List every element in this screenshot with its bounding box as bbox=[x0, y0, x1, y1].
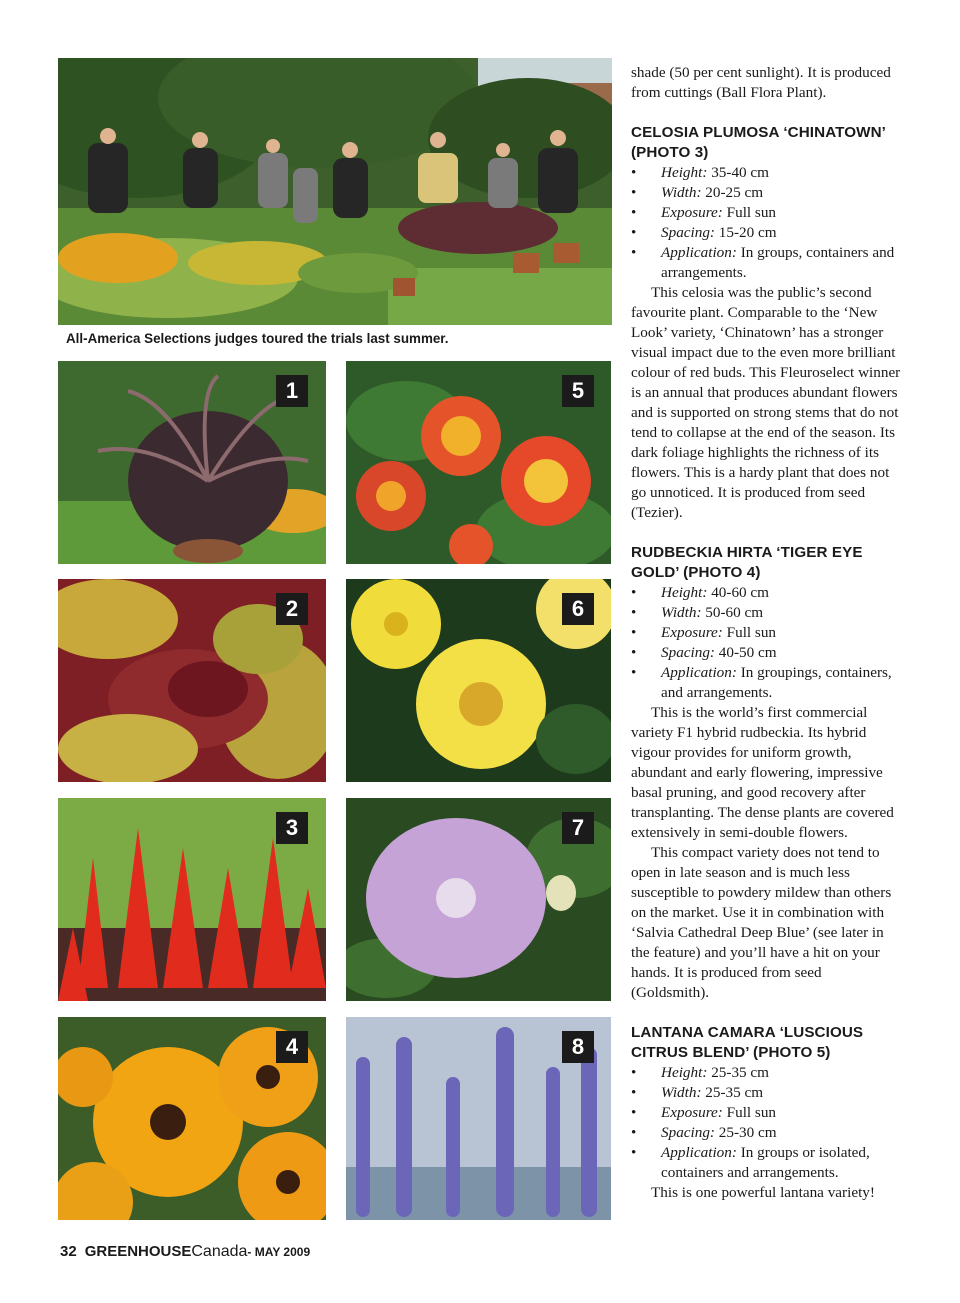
spec-item: • Spacing: 15-20 cm bbox=[631, 223, 903, 243]
spec-item: • Application: In groupings, containers, and arrangements. bbox=[631, 663, 903, 703]
spec-item: • Width: 25-35 cm bbox=[631, 1083, 903, 1103]
photo-number-badge: 6 bbox=[562, 593, 594, 625]
photo-8-salvia bbox=[346, 1017, 611, 1220]
photo-7-impatiens bbox=[346, 798, 611, 1001]
magazine-name-light: Canada bbox=[191, 1243, 248, 1260]
spec-item: • Height: 25-35 cm bbox=[631, 1063, 903, 1083]
spec-item: • Width: 50-60 cm bbox=[631, 603, 903, 623]
spec-item: • Exposure: Full sun bbox=[631, 623, 903, 643]
spec-item: • Height: 35-40 cm bbox=[631, 163, 903, 183]
body-paragraph: This compact variety does not tend to open in late season and is much less susceptible to powdery mildew than others on the market. Use it in combination with ‘Salvia Cathedral Deep Blue’ (see later in the feature) and you’ll have a hit on your hands. It is produced from seed (Goldsmith). bbox=[631, 844, 892, 1001]
page-footer bbox=[60, 1243, 310, 1261]
spec-list-lantana bbox=[631, 1063, 903, 1183]
photo-number-badge: 1 bbox=[276, 375, 308, 407]
spec-item: • Application: In groups or isolated, containers and arrangements. bbox=[631, 1143, 903, 1183]
spec-item: • Spacing: 25-30 cm bbox=[631, 1123, 903, 1143]
photo-2-coleus bbox=[58, 579, 326, 782]
section-heading-celosia: CELOSIA PLUMOSA ‘CHINATOWN’ (PHOTO 3) bbox=[631, 124, 886, 161]
photo-number-badge: 4 bbox=[276, 1031, 308, 1063]
spec-item: • Width: 20-25 cm bbox=[631, 183, 903, 203]
photo-number-badge: 8 bbox=[562, 1031, 594, 1063]
photo-6-strawflower bbox=[346, 579, 611, 782]
spec-item: • Application: In groups, containers and arrangements. bbox=[631, 243, 903, 283]
photo-caption: All-America Selections judges toured the trials last summer. bbox=[66, 331, 449, 346]
spec-list-rudbeckia bbox=[631, 583, 903, 703]
photo-number-badge: 2 bbox=[276, 593, 308, 625]
spec-list-celosia bbox=[631, 163, 903, 283]
spec-item: • Exposure: Full sun bbox=[631, 1103, 903, 1123]
article-column bbox=[631, 63, 903, 1203]
magazine-name-bold: GREENHOUSE bbox=[84, 1243, 192, 1260]
spec-item: • Spacing: 40-50 cm bbox=[631, 643, 903, 663]
photo-number-badge: 3 bbox=[276, 812, 308, 844]
photo-3-celosia bbox=[58, 798, 326, 1001]
body-paragraph: This celosia was the public’s second favourite plant. Comparable to the ‘New Look’ variety, ‘Chinatown’ has a stronger visual impact due to the even more brilliant colour of red buds. This Fleuroselect winner is an annual that produces abundant flowers and is supported on strong stems that do not tend to collapse at the end of the season. Its dark foliage highlights the richness of its flowers. This is a hardy plant that does not go unnoticed. It is produced from seed (Tezier). bbox=[631, 284, 901, 521]
photo-5-lantana bbox=[346, 361, 611, 564]
spec-item: • Exposure: Full sun bbox=[631, 203, 903, 223]
spec-item: • Height: 40-60 cm bbox=[631, 583, 903, 603]
body-paragraph: This is one powerful lantana variety! bbox=[651, 1184, 875, 1201]
photo-1-fountain-grass bbox=[58, 361, 326, 564]
section-heading-rudbeckia: RUDBECKIA HIRTA ‘TIGER EYE GOLD’ (PHOTO 4) bbox=[631, 544, 863, 581]
photo-4-rudbeckia bbox=[58, 1017, 326, 1220]
trials-photo bbox=[58, 58, 612, 325]
page-number: 32 bbox=[60, 1243, 77, 1260]
photo-number-badge: 5 bbox=[562, 375, 594, 407]
intro-text: shade (50 per cent sunlight). It is produced from cuttings (Ball Flora Plant). bbox=[631, 64, 891, 101]
section-heading-lantana: LANTANA CAMARA ‘LUSCIOUS CITRUS BLEND’ (PHOTO 5) bbox=[631, 1024, 864, 1061]
issue-date: - MAY 2009 bbox=[247, 1245, 311, 1259]
body-paragraph: This is the world’s first commercial variety F1 hybrid rudbeckia. Its hybrid vigour provides for uniform growth, abundant and early flowering, impressive basal pruning, and good recovery after transplanting. The dense plants are covered extensively in semi-double flowers. bbox=[631, 704, 894, 841]
photo-number-badge: 7 bbox=[562, 812, 594, 844]
